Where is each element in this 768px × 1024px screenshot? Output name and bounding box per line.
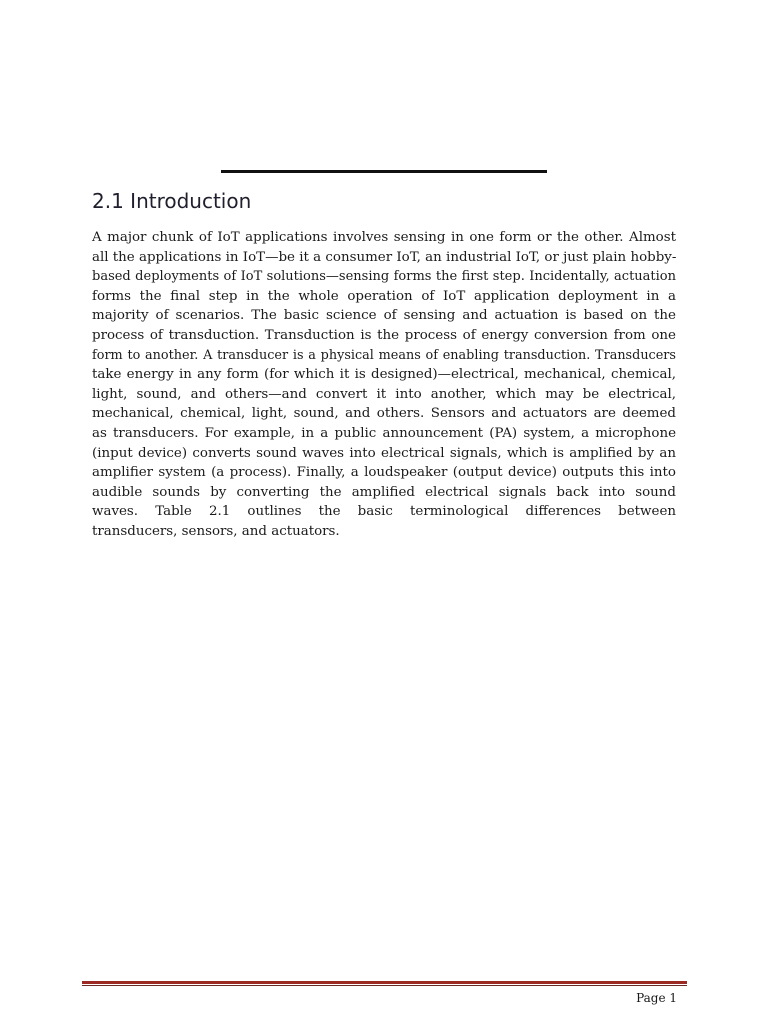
introduction-paragraph xyxy=(92,228,676,542)
page-number: Page 1 xyxy=(636,991,677,1005)
paragraph-line: light, sound, and others—and convert it into another, which may be electrical, xyxy=(92,386,676,402)
paragraph-line: form to another. A transducer is a physical means of enabling transduction. Transducers xyxy=(92,347,676,363)
paragraph-line: amplifier system (a process). Finally, a loudspeaker (output device) outputs this into xyxy=(92,465,676,481)
top-divider-rule xyxy=(221,170,547,173)
paragraph-line: transducers, sensors, and actuators. xyxy=(92,523,340,539)
paragraph-line: (input device) converts sound waves into electrical signals, which is amplified by an xyxy=(92,445,676,461)
paragraph-line: take energy in any form (for which it is designed)—electrical, mechanical, chemical, xyxy=(92,367,676,383)
paragraph-line: as transducers. For example, in a public announcement (PA) system, a microphone xyxy=(92,425,676,441)
paragraph-line: based deployments of IoT solutions—sensing forms the first step. Incidentally, actuation xyxy=(92,269,676,285)
footer-rule-shadow xyxy=(82,985,687,986)
paragraph-line: forms the final step in the whole operation of IoT application deployment in a xyxy=(92,288,676,304)
footer-rule xyxy=(82,981,687,984)
paragraph-line: mechanical, chemical, light, sound, and others. Sensors and actuators are deemed xyxy=(92,406,676,422)
paragraph-line: all the applications in IoT—be it a consumer IoT, an industrial IoT, or just plain hobby- xyxy=(92,249,677,265)
paragraph-line: majority of scenarios. The basic science of sensing and actuation is based on the xyxy=(92,308,676,324)
paragraph-line: A major chunk of IoT applications involves sensing in one form or the other. Almost xyxy=(92,230,676,245)
paragraph-line: process of transduction. Transduction is the process of energy conversion from one xyxy=(92,327,676,343)
paragraph-line: audible sounds by converting the amplified electrical signals back into sound xyxy=(92,484,676,500)
paragraph-line: waves. Table 2.1 outlines the basic terminological differences between xyxy=(92,504,676,520)
section-heading: 2.1 Introduction xyxy=(92,189,252,213)
